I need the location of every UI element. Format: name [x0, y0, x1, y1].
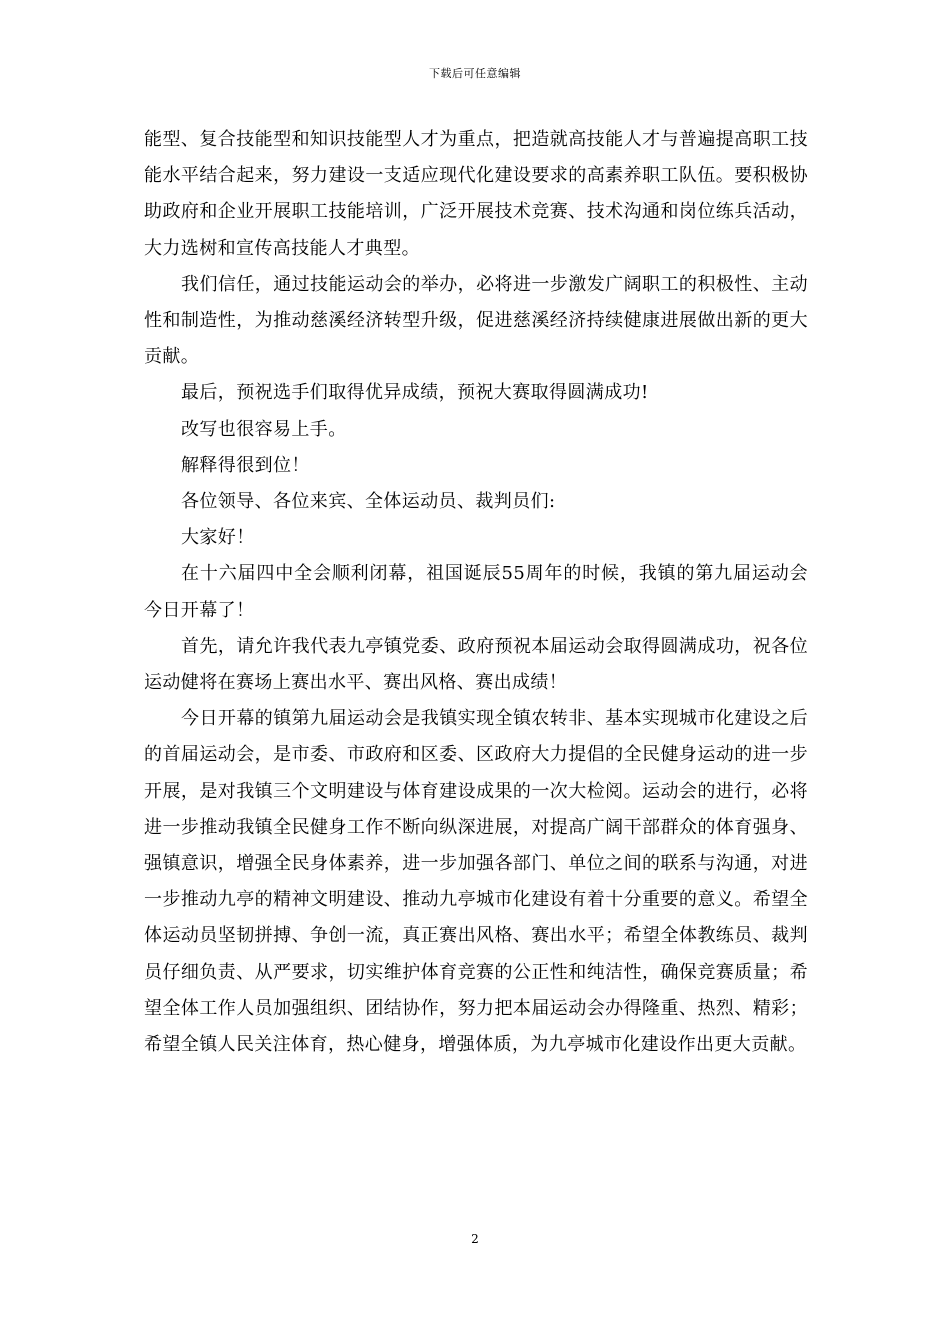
- paragraph: 解释得很到位！: [181, 454, 310, 476]
- paragraph: 首先，请允许我代表九亭镇党委、政府预祝本届运动会取得圆满成功，祝各位运动健将在赛场上赛出水平、赛出风格、赛出成绩！: [144, 635, 808, 694]
- document-body: [144, 122, 808, 1063]
- paragraph: 各位领导、各位来宾、全体运动员、裁判员们:: [181, 491, 556, 513]
- paragraph: 最后，预祝选手们取得优异成绩，预祝大赛取得圆满成功!: [181, 382, 649, 404]
- paragraph: 改写也很容易上手。: [181, 418, 347, 440]
- paragraph: 我们信任，通过技能运动会的举办，必将进一步激发广阔职工的积极性、主动性和制造性，为推动慈溪经济转型升级，促进慈溪经济持续健康进展做出新的更大贡献。: [144, 273, 808, 368]
- page-header: 下载后可任意编辑: [429, 67, 521, 80]
- page-number: 2: [471, 1232, 479, 1246]
- paragraph: 大家好！: [181, 527, 255, 549]
- paragraph: 能型、复合技能型和知识技能型人才为重点，把造就高技能人才与普遍提高职工技能水平结合起来，努力建设一支适应现代化建设要求的高素养职工队伍。要积极协助政府和企业开展职工技能培训，广泛开展技术竞赛、技术沟通和岗位练兵活动，大力选树和宣传高技能人才典型。: [144, 129, 808, 259]
- paragraph: 今日开幕的镇第九届运动会是我镇实现全镇农转非、基本实现城市化建设之后的首届运动会，是市委、市政府和区委、区政府大力提倡的全民健身运动的进一步开展，是对我镇三个文明建设与体育建设成果的一次大检阅。运动会的进行，必将进一步推动我镇全民健身工作不断向纵深进展，对提高广阔干部群众的体育强身、强镇意识，增强全民身体素养，进一步加强各部门、单位之间的联系与沟通，对进一步推动九亭的精神文明建设、推动九亭城市化建设有着十分重要的意义。希望全体运动员坚韧拼搏、争创一流，真正赛出风格、赛出水平；希望全体教练员、裁判员仔细负责、从严要求，切实维护体育竞赛的公正性和纯洁性，确保竞赛质量；希望全体工作人员加强组织、团结协作，努力把本届运动会办得隆重、热烈、精彩；希望全镇人民关注体育，热心健身，增强体质，为九亭城市化建设作出更大贡献。: [144, 708, 808, 1056]
- paragraph: 在十六届四中全会顺利闭幕，祖国诞辰55周年的时候，我镇的第九届运动会今日开幕了！: [144, 563, 808, 621]
